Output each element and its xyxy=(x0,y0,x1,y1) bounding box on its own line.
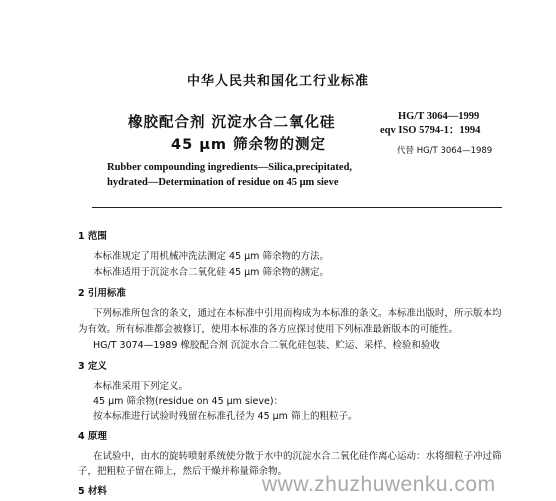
chinese-title-line-1: 橡胶配合剂 沉淀水合二氧化硅 xyxy=(128,115,336,131)
title-divider xyxy=(92,207,502,208)
standard-number: HG/T 3064—1999 xyxy=(398,111,480,122)
section-line: 本标准采用下列定义。 xyxy=(93,381,189,392)
section-line: 本标准规定了用机械冲洗法测定 45 μm 筛余物的方法。 xyxy=(93,251,329,262)
section-heading-references: 2 引用标准 xyxy=(78,288,126,299)
section-line: 下列标准所包含的条文，通过在本标准中引用而构成为本标准的条文。本标准出版时，所示版本均 xyxy=(93,308,502,319)
chinese-title-line-2: 45 μm 筛余物的测定 xyxy=(171,137,327,153)
section-heading-materials: 5 材料 xyxy=(78,486,107,497)
section-heading-principle: 4 原理 xyxy=(78,431,107,442)
section-line: 本标准适用于沉淀水合二氧化硅 45 μm 筛余物的测定。 xyxy=(93,267,329,278)
section-heading-scope: 1 范围 xyxy=(78,231,107,242)
section-heading-definitions: 3 定义 xyxy=(78,361,107,372)
english-title-line-1: Rubber compounding ingredients—Silica,precipitated, xyxy=(107,162,353,173)
section-line: 子，把粗粒子留在筛上，然后干燥并称量筛余物。 xyxy=(78,466,288,477)
section-line: 在试验中，由水的旋转喷射系统使分散于水中的沉淀水合二氧化硅作离心运动：水将细粒子冲过筛 xyxy=(93,451,502,462)
section-line: 按本标准进行试验时残留在标准孔径为 45 μm 筛上的粗粒子。 xyxy=(93,411,358,422)
equivalent-standard: eqv ISO 5794-1：1994 xyxy=(380,125,481,136)
watermark: www.zhuzhuwenku.com xyxy=(262,473,496,496)
section-line: 45 μm 筛余物(residue on 45 μm sieve)： xyxy=(93,396,284,407)
replaces-standard: 代替 HG/T 3064—1989 xyxy=(397,146,493,156)
section-line: HG/T 3074—1989 橡胶配合剂 沉淀水合二氧化硅包装、贮运、采样、检验和验收 xyxy=(93,340,440,351)
section-line: 为有效。所有标准都会被修订，使用本标准的各方应探讨使用下列标准最新版本的可能性。 xyxy=(78,324,459,335)
industry-standard-header: 中华人民共和国化工行业标准 xyxy=(186,74,369,89)
english-title-line-2: hydrated—Determination of residue on 45 μm sieve xyxy=(107,177,339,188)
